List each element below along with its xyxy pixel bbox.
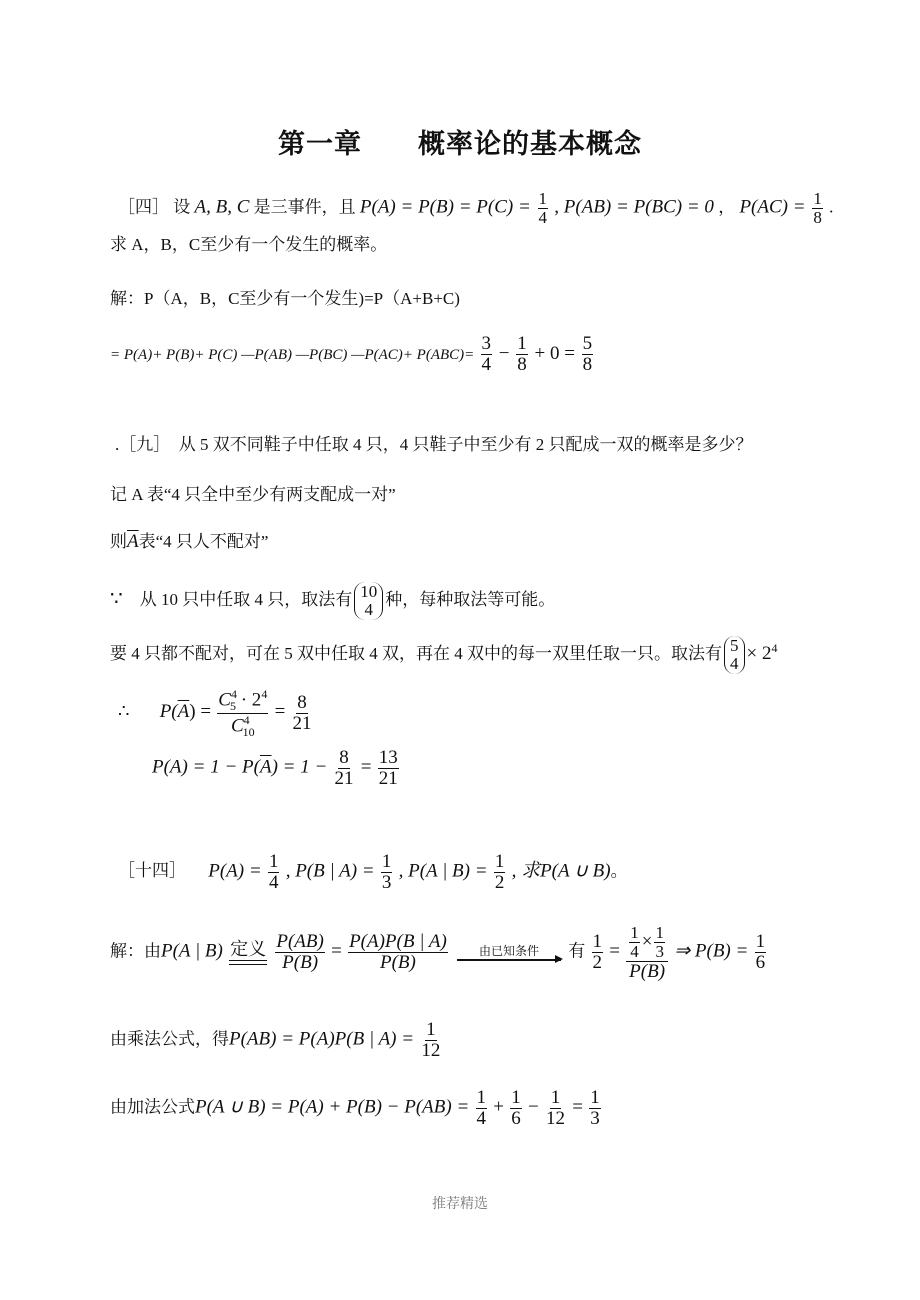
problem-9-formula-1: ∴ $P(\overline{A})$ = $\frac{C^4_5 \cdot 2^4}{C^4_{10}}$ = $\frac{8}{21}$ [118,687,312,739]
problem-9-event-abar [110,532,268,551]
problem-4-events: A, B, C [194,196,250,218]
pair-text: 要 4 只都不配对，可在 5 双中任取 4 双，再在 4 双中的每一双里任取一只。取法有 [110,643,722,663]
problem-4-label: ［四］ [118,197,169,217]
fraction: $\frac{1}{3}$ [381,851,392,893]
problem-4-statement [118,190,833,227]
fraction-c54-c104: $\frac{C^4_5 \cdot 2^4}{C^4_{10}}$ [218,687,268,739]
solution-prefix: 解：由 [110,941,161,961]
period: . [829,197,834,217]
exponent: 4 [771,641,778,656]
problem-14-multiplication: 由乘法公式，得P(AB) = P(A)P(B | A) = $\frac{1}{12}$ [110,1019,441,1061]
fraction: $\frac{P(A)P(B | A)}{P(B)}$ [349,931,447,974]
solution-expression: = P(A)+ P(B)+ P(C) —P(AB) —P(BC) —P(AC)+ P(ABC)= [110,346,475,363]
problem-9-formula-2: $P(A) = 1 - P(\overline{A}) = 1$ − $\frac{8}{21}$ = $\frac{13}{21}$ [152,747,398,789]
problem-9-question: .［九］ 从 5 双不同鞋子中任取 4 只，4 只鞋子中至少有 2 只配成一双的概率是多少？ [115,435,753,454]
compound-fraction: $\frac{1}{4}$ × $\frac{1}{3}$ P(B) [626,924,668,982]
problem-4-cond1: P(A) = P(B) = P(C) = [359,196,536,218]
fraction: $\frac{1}{2}$ [592,931,603,974]
addition-label: 由加法公式 [110,1097,195,1117]
therefore-symbol: ∴ [118,701,130,722]
problem-4-intro: 设 [173,197,191,217]
fraction: $\frac{1}{8}$ [517,333,527,375]
fraction: $\frac{5}{8}$ [582,333,593,375]
problem-14-statement: ［十四］ P(A) = $\frac{1}{4}$ , P(B | A) = $\frac{1}{3}$ , P(A | B) = $\frac{1}{2}$ , 求P(A ∪ B)。 [118,851,628,893]
fraction: $\frac{1}{4}$ [538,189,548,227]
multiplication-label: 由乘法公式，得 [110,1029,229,1049]
problem-4-question: 求 A，B，C至少有一个发生的概率。 [110,235,388,254]
problem-14-addition: 由加法公式P(A ∪ B) = P(A) + P(B) − P(AB) = $\frac{1}{4}$ + $\frac{1}{6}$ − $\frac{1}{12}$ = $\frac{1}{3}$ [110,1087,600,1129]
problem-9-event-a: 记 A 表“4 只全中至少有两支配成一对” [110,485,396,504]
fraction: $\frac{13}{21}$ [378,747,398,789]
definition-equals: 定义 [229,941,267,965]
fraction: $\frac{1}{6}$ [511,1087,521,1129]
fraction: $\frac{3}{4}$ [481,333,492,375]
page-footer: 推荐精选 [432,1196,488,1212]
problem-4-solution-line2 [110,334,595,375]
fraction: $\frac{1}{6}$ [755,931,766,974]
problem-14-solution: 解：由P(A | B) 定义 $\frac{P(AB)}{P(B)}$ = $\frac{P(A)P(B | A)}{P(B)}$ 由已知条件 有 $\frac{1}{2}$ = $\frac{1}{4}$ × $\frac{1}{3}$ P(B) ⇒ P(B) = $\frac{1}{6}$ [110,923,766,982]
because-text: 从 10 只中任取 4 只，取法有 [122,589,353,609]
fraction: $\frac{1}{8}$ [813,189,822,227]
minus-sign: − [498,342,510,364]
binomial-10-4: 10 4 [354,582,383,620]
problem-4-cond2: , P(AB) = P(BC) = 0 [554,196,714,218]
fraction: $\frac{1}{4}$ [476,1087,487,1129]
times-two: × 2 [746,642,772,664]
abar-description: 表“4 只人不配对” [138,532,269,551]
fraction: $\frac{8}{21}$ [334,747,354,789]
given-condition-arrow: 由已知条件 [457,945,561,961]
problem-4-is-three: 是三事件，且 [253,197,356,217]
because-end: 种，每种取法等可能。 [385,589,556,609]
page-title: 第一章 概率论的基本概念 [278,129,642,160]
a-bar-symbol: $\overline{A}$ [127,531,139,552]
fraction: $\frac{1}{3}$ [655,923,664,961]
you-label: 有 [568,941,586,961]
problem-9-pair-line [110,636,777,674]
fraction: $\frac{1}{4}$ [630,923,639,961]
because-symbol: ∵ [110,587,123,610]
fraction: $\frac{1}{3}$ [590,1087,600,1129]
fraction: $\frac{1}{12}$ [545,1087,565,1129]
fraction: $\frac{P(AB)}{P(B)}$ [276,931,324,974]
problem-4-solution-line1: 解：P（A，B，C至少有一个发生)=P（A+B+C) [110,289,460,308]
ze-label: 则 [110,532,127,551]
separator: ， [718,197,736,217]
fraction: $\frac{1}{2}$ [494,851,505,893]
problem-4-cond3: P(AC) = [739,196,811,218]
fraction: $\frac{8}{21}$ [292,691,312,734]
binomial-5-4: 5 4 [724,636,745,674]
problem-14-label: ［十四］ [118,861,186,881]
problem-9-because-line [110,582,555,620]
fraction: $\frac{1}{12}$ [421,1019,441,1061]
fraction: $\frac{1}{4}$ [268,851,279,893]
plus-zero: + 0 = [534,342,575,364]
